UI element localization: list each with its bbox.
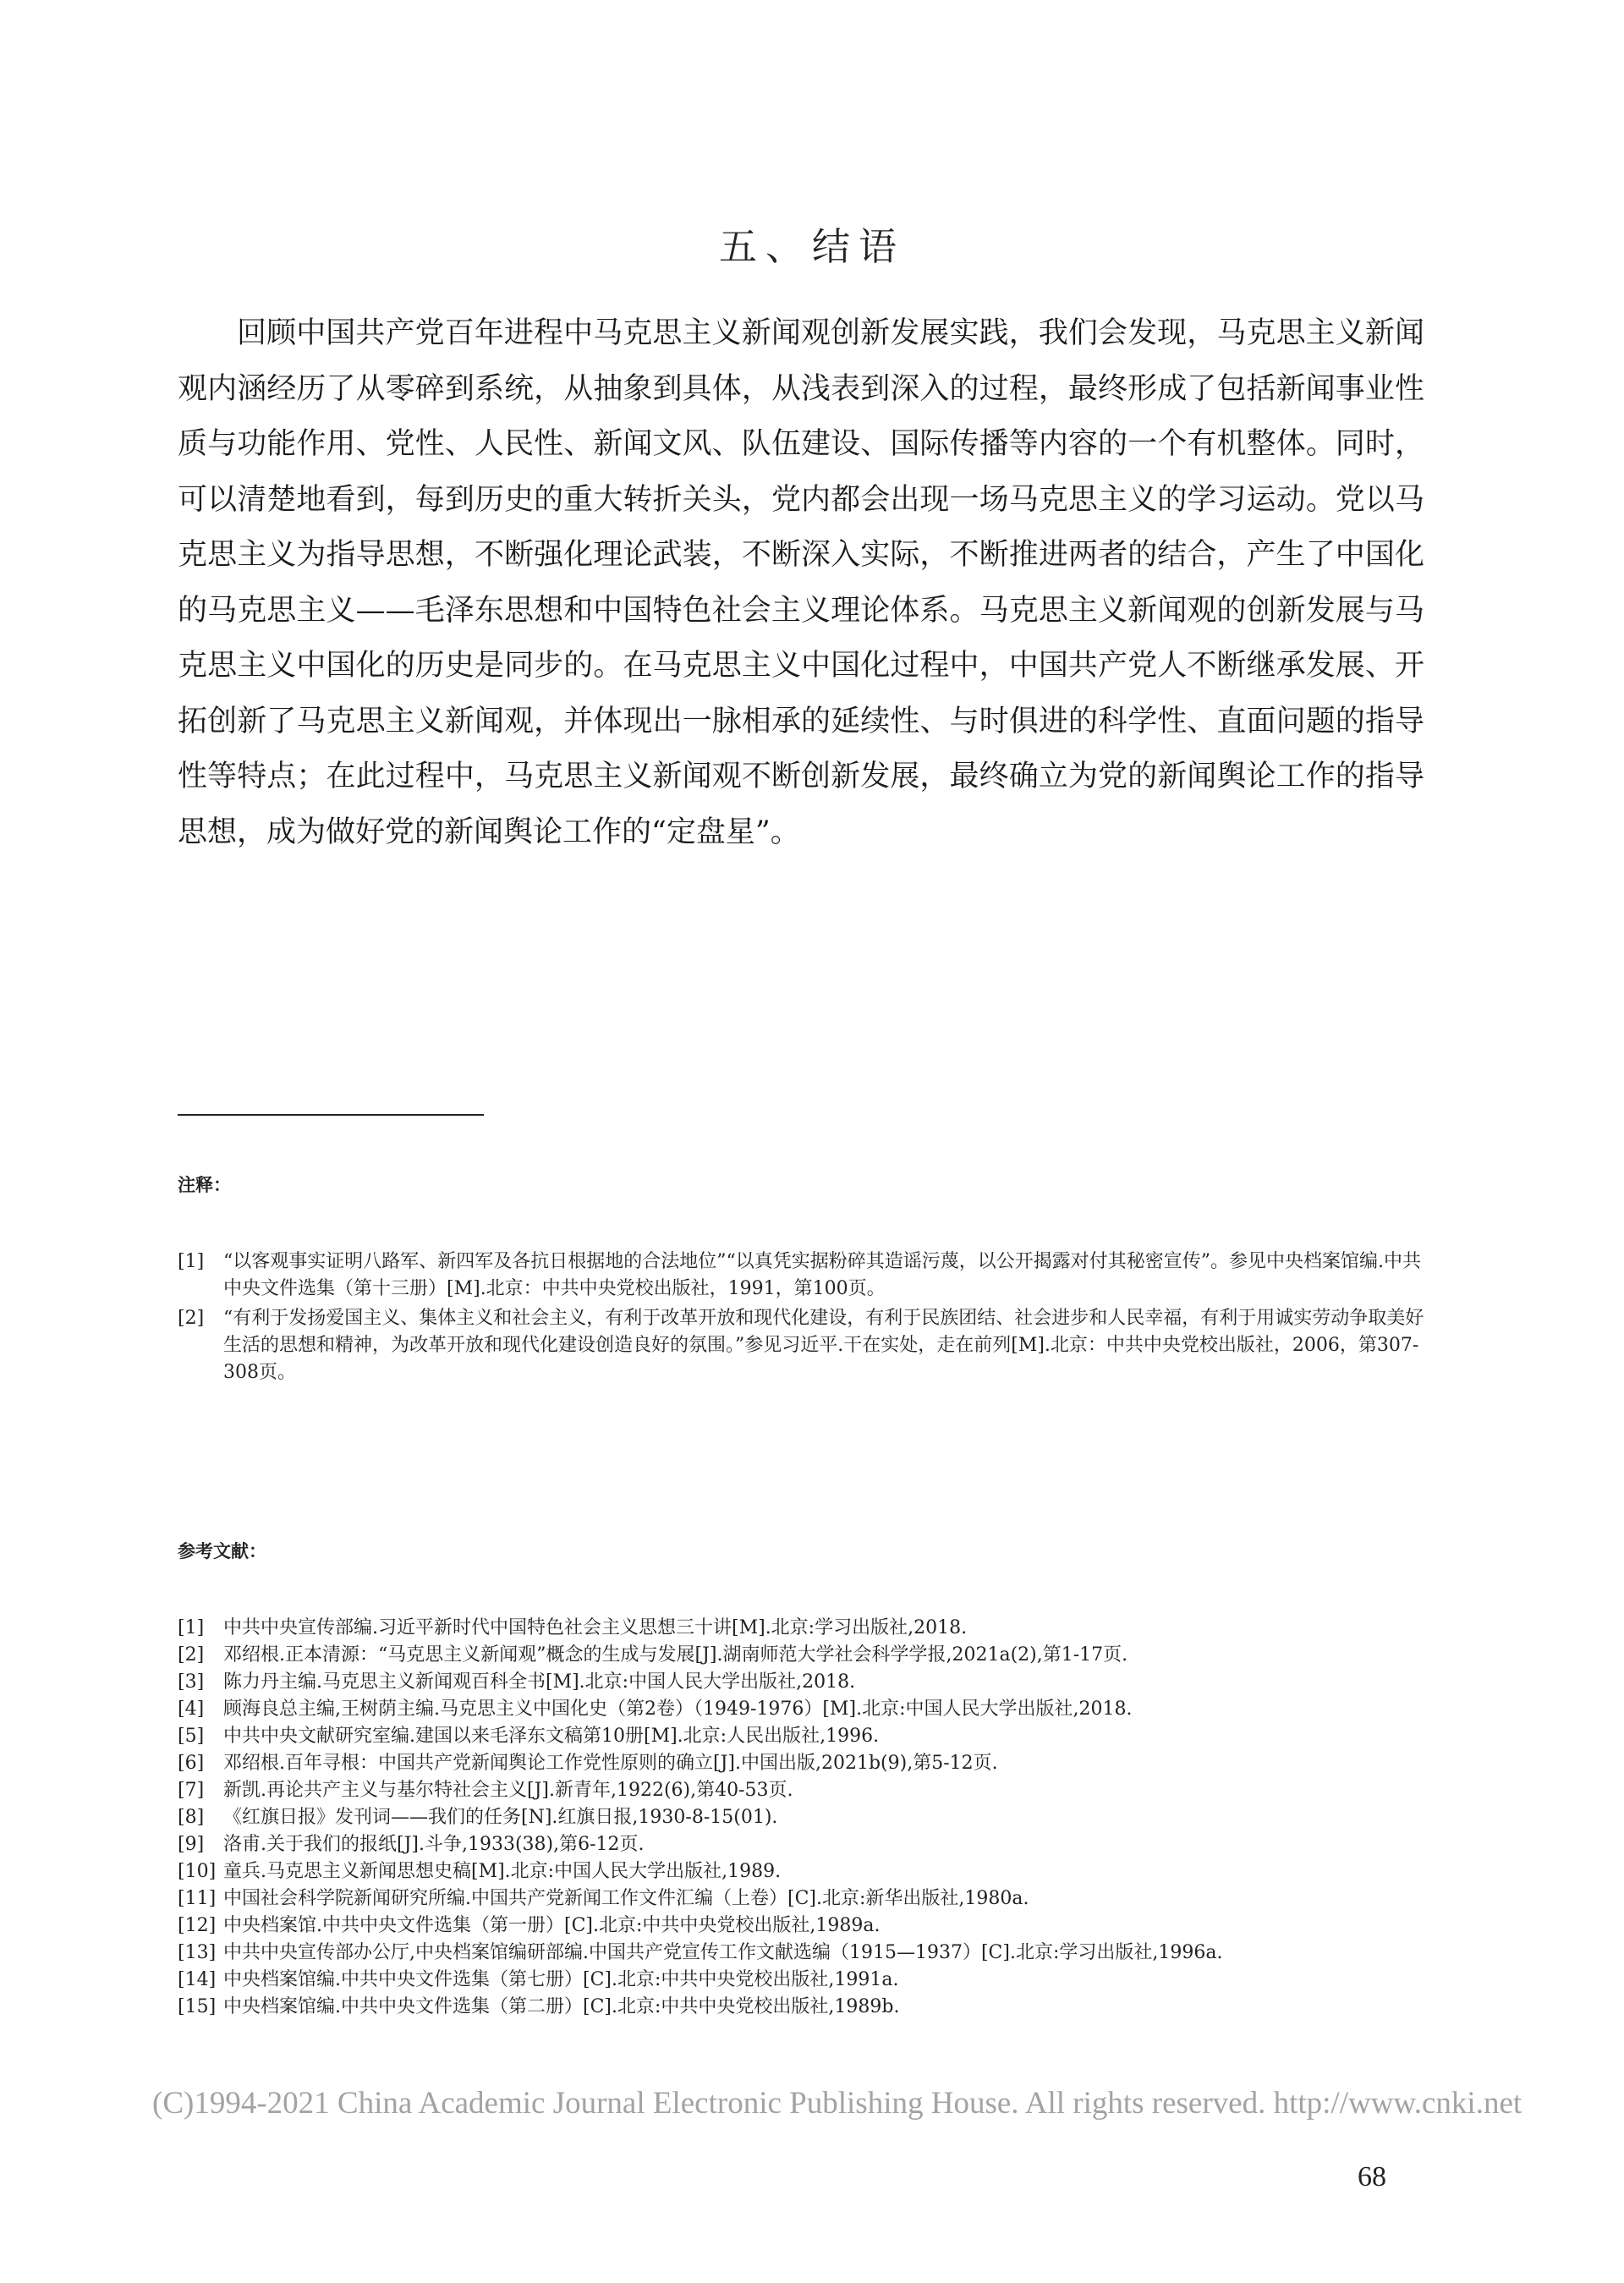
reference-number: [6]	[178, 1753, 205, 1774]
reference-text: 新凯.再论共产主义与基尔特社会主义[J].新青年,1922(6),第40-53页.	[223, 1780, 793, 1801]
reference-text: 《红旗日报》发刊词——我们的任务[N].红旗日报,1930-8-15(01).	[223, 1807, 778, 1828]
notes-heading: 注释：	[178, 1174, 231, 1195]
reference-item	[178, 1832, 1426, 1857]
reference-number: [2]	[178, 1644, 205, 1666]
references-heading: 参考文献：	[178, 1540, 266, 1561]
note-text: “有利于发扬爱国主义、集体主义和社会主义，有利于改革开放和现代化建设，有利于民族团结、社会进步和人民幸福，有利于用诚实劳动争取美好生活的思想和精神，为改革开放和现代化建设创造良好的氛围。”参见习近平.干在实处，走在前列[M].北京：中共中央党校出版社，2006，第307-308页。	[223, 1308, 1424, 1383]
reference-item	[178, 1616, 1426, 1640]
section-title: 五、结语	[718, 224, 905, 269]
reference-number: [5]	[178, 1726, 205, 1747]
reference-text: 顾海良总主编,王树荫主编.马克思主义中国化史（第2卷）（1949-1976）[M].北京:中国人民大学出版社,2018.	[223, 1699, 1133, 1720]
reference-number: [4]	[178, 1699, 205, 1720]
reference-item	[178, 1886, 1426, 1911]
note-item	[178, 1249, 1426, 1303]
reference-text: 邓绍根.正本清源：“马克思主义新闻观”概念的生成与发展[J].湖南师范大学社会科学学报,2021a(2),第1-17页.	[223, 1644, 1128, 1666]
references-list	[178, 1616, 1426, 2022]
reference-item	[178, 1697, 1426, 1721]
note-item	[178, 1305, 1426, 1386]
reference-text: 陈力丹主编.马克思主义新闻观百科全书[M].北京:中国人民大学出版社,2018.	[223, 1671, 856, 1693]
reference-number: [7]	[178, 1780, 205, 1801]
page-number: 68	[1358, 2161, 1386, 2192]
reference-number: [8]	[178, 1807, 205, 1828]
reference-number: [12]	[178, 1915, 217, 1936]
reference-number: [13]	[178, 1942, 217, 1963]
reference-number: [14]	[178, 1969, 217, 1990]
reference-item	[178, 1751, 1426, 1775]
reference-number: [11]	[178, 1888, 217, 1909]
notes-list	[178, 1249, 1426, 1389]
reference-text: 中央档案馆编.中共中央文件选集（第二册）[C].北京:中共中央党校出版社,1989b.	[223, 1996, 900, 2017]
reference-number: [9]	[178, 1834, 205, 1855]
reference-item	[178, 1859, 1426, 1884]
note-number: [2]	[178, 1308, 205, 1329]
reference-text: 中共中央文献研究室编.建国以来毛泽东文稿第10册[M].北京:人民出版社,1996.	[223, 1726, 880, 1747]
reference-text: 中国社会科学院新闻研究所编.中国共产党新闻工作文件汇编（上卷）[C].北京:新华出版社,1980a.	[223, 1888, 1029, 1909]
reference-text: 洛甫.关于我们的报纸[J].斗争,1933(38),第6-12页.	[223, 1834, 645, 1855]
reference-item	[178, 1913, 1426, 1938]
reference-text: 中央档案馆编.中共中央文件选集（第七册）[C].北京:中共中央党校出版社,1991a.	[223, 1969, 899, 1990]
reference-number: [1]	[178, 1617, 205, 1638]
reference-item	[178, 1724, 1426, 1748]
copyright-watermark: (C)1994-2021 China Academic Journal Electronic Publishing House. All rights reserved. http://www.cnki.net	[152, 2086, 1522, 2121]
reference-number: [15]	[178, 1996, 217, 2017]
reference-item	[178, 1670, 1426, 1694]
reference-item	[178, 1805, 1426, 1830]
reference-number: [3]	[178, 1671, 205, 1693]
note-number: [1]	[178, 1251, 205, 1272]
reference-text: 童兵.马克思主义新闻思想史稿[M].北京:中国人民大学出版社,1989.	[223, 1861, 782, 1882]
reference-item	[178, 1643, 1426, 1667]
reference-item	[178, 1967, 1426, 1992]
reference-text: 邓绍根.百年寻根：中国共产党新闻舆论工作党性原则的确立[J].中国出版,2021b(9),第5-12页.	[223, 1753, 998, 1774]
reference-text: 中共中央宣传部办公厅,中央档案馆编研部编.中国共产党宣传工作文献选编（1915—1937）[C].北京:学习出版社,1996a.	[223, 1942, 1223, 1963]
reference-item	[178, 1940, 1426, 1965]
note-text: “以客观事实证明八路军、新四军及各抗日根据地的合法地位”“以真凭实据粉碎其造谣污蔑，以公开揭露对付其秘密宣传”。参见中央档案馆编.中共中央文件选集（第十三册）[M].北京：中共中央党校出版社，1991，第100页。	[223, 1251, 1421, 1299]
reference-text: 中共中央宣传部编.习近平新时代中国特色社会主义思想三十讲[M].北京:学习出版社,2018.	[223, 1617, 968, 1638]
reference-text: 中央档案馆.中共中央文件选集（第一册）[C].北京:中共中央党校出版社,1989a.	[223, 1915, 881, 1936]
footnote-divider	[178, 1114, 484, 1116]
reference-number: [10]	[178, 1861, 217, 1882]
body-paragraph: 回顾中国共产党百年进程中马克思主义新闻观创新发展实践，我们会发现，马克思主义新闻观内涵经历了从零碎到系统，从抽象到具体，从浅表到深入的过程，最终形成了包括新闻事业性质与功能作用、党性、人民性、新闻文风、队伍建设、国际传播等内容的一个有机整体。同时，可以清楚地看到，每到历史的重大转折关头，党内都会出现一场马克思主义的学习运动。党以马克思主义为指导思想，不断强化理论武装，不断深入实际，不断推进两者的结合，产生了中国化的马克思主义——毛泽东思想和中国特色社会主义理论体系。马克思主义新闻观的创新发展与马克思主义中国化的历史是同步的。在马克思主义中国化过程中，中国共产党人不断继承发展、开拓创新了马克思主义新闻观，并体现出一脉相承的延续性、与时俱进的科学性、直面问题的指导性等特点；在此过程中，马克思主义新闻观不断创新发展，最终确立为党的新闻舆论工作的指导思想，成为做好党的新闻舆论工作的“定盘星”。	[178, 316, 1424, 849]
reference-item	[178, 1995, 1426, 2019]
reference-item	[178, 1778, 1426, 1803]
